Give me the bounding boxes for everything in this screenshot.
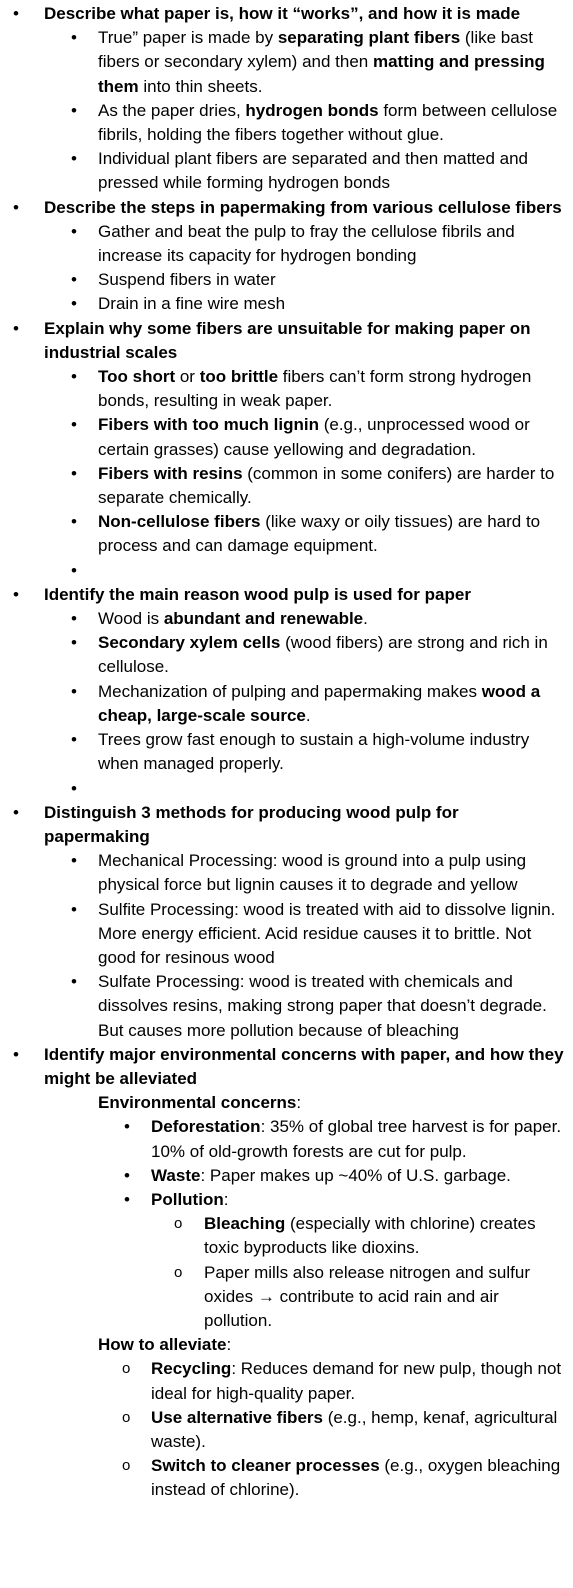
bold-text: Non-cellulose fibers [98, 512, 261, 532]
text-run: (like waxy or oily tissues) are hard to process and can damage equipment. [98, 512, 541, 556]
bold-text: Waste [151, 1165, 201, 1185]
heading-text: Describe the steps in papermaking from various cellulose fibers [44, 197, 562, 217]
list-item [0, 631, 573, 679]
list-item [0, 220, 573, 268]
text-run: True” paper is made by [98, 28, 278, 48]
bold-text: separating plant fibers [277, 28, 461, 48]
document [0, 2, 573, 1503]
section-heading [0, 317, 573, 365]
heading-text: Distinguish 3 methods for producing wood pulp for papermaking [44, 802, 459, 846]
text-run: form between cellulose fibrils, holding the fibers together without glue. [98, 100, 558, 145]
list-item [0, 268, 573, 292]
text-run: Drain in a fine wire mesh [98, 294, 286, 314]
text-run: or [175, 367, 200, 387]
bold-text: matting and pressing them [98, 52, 545, 96]
list-item [0, 147, 573, 195]
bold-text: Secondary xylem cells [98, 633, 281, 653]
text-run: As the paper dries, [98, 100, 246, 120]
heading-text: Identify major environmental concerns with paper, and how they might be alleviated [44, 1044, 564, 1088]
list-item [0, 898, 573, 971]
list-item [0, 777, 573, 801]
text-run: (common in some conifers) are harder to separate chemically. [98, 463, 555, 508]
alleviate-item [0, 1454, 573, 1502]
list-item [0, 510, 573, 558]
text-run: : [223, 1189, 229, 1209]
alleviate-label: How to alleviate [98, 1335, 227, 1355]
text-run: Sulfite Processing: wood is treated with aid to dissolve lignin. More energy efficient. Acid residue causes it to brittle. Not good for resinous wood [98, 899, 556, 967]
section-heading [0, 1043, 573, 1091]
text-run: (e.g., unprocessed wood or certain grasses) cause yellowing and degradation. [98, 415, 530, 459]
outline-sections [0, 2, 573, 1043]
heading-text: Explain why some fibers are unsuitable for making paper on industrial scales [44, 318, 531, 362]
list-item [0, 849, 573, 897]
text-run: Mechanical Processing: wood is ground into a pulp using physical force but lignin causes it to degrade and yellow [98, 851, 527, 895]
text-run: Paper mills also release nitrogen and sulfur oxides → contribute to acid rain and air pollution. [204, 1262, 531, 1330]
section-heading [0, 2, 573, 26]
text-run: . [363, 609, 368, 629]
concerns-label: Environmental concerns [98, 1093, 297, 1113]
list-item [0, 413, 573, 461]
text-run: fibers can’t form strong hydrogen bonds, resulting in weak paper. [98, 367, 532, 411]
list-item [0, 559, 573, 583]
bold-text: Recycling [151, 1359, 232, 1379]
text-run: Wood is [98, 609, 164, 629]
concern-item [0, 1115, 573, 1163]
section-heading [0, 801, 573, 849]
bold-text: Too short [98, 367, 176, 387]
bold-text: wood a cheap, large-scale source [98, 681, 541, 725]
list-item [0, 99, 573, 147]
bold-text: Deforestation [151, 1117, 261, 1137]
bold-text: Bleaching [204, 1214, 286, 1234]
text-run: (like bast fibers or secondary xylem) and then [98, 28, 533, 72]
text-run: Trees grow fast enough to sustain a high-volume industry when managed properly. [98, 730, 530, 774]
alleviate-heading: How to alleviate: [98, 1335, 232, 1355]
text-run: Sulfate Processing: wood is treated with chemicals and dissolves resins, making strong paper that doesn’t degrade. But causes more pollution because of bleaching [98, 972, 547, 1040]
environment-section [0, 1043, 573, 1503]
heading-text: Describe what paper is, how it “works”, and how it is made [44, 4, 521, 23]
section-heading [0, 583, 573, 607]
alleviate-item [0, 1406, 573, 1454]
text-run: Suspend fibers in water [98, 270, 276, 290]
bold-text: Pollution [151, 1189, 224, 1209]
list-item [0, 292, 573, 316]
text-run: Gather and beat the pulp to fray the cellulose fibrils and increase its capacity for hydrogen bonding [98, 221, 515, 266]
text-run: (wood fibers) are strong and rich in cellulose. [98, 633, 548, 677]
list-item [0, 462, 573, 510]
alleviate-item [0, 1357, 573, 1405]
heading-text: Identify the main reason wood pulp is used for paper [44, 584, 471, 604]
pollution-item [0, 1212, 573, 1260]
bold-text: Switch to cleaner processes [151, 1456, 380, 1476]
text-run: Mechanization of pulping and papermaking makes [98, 681, 482, 701]
text-run: (especially with chlorine) creates toxic byproducts like dioxins. [204, 1214, 536, 1258]
bold-text: too brittle [199, 367, 279, 387]
text-run: (e.g., hemp, kenaf, agricultural waste). [151, 1407, 558, 1451]
list-item [0, 728, 573, 776]
text-run: Individual plant fibers are separated and then matted and pressed while forming hydrogen bonds [98, 149, 529, 193]
text-run: : Reduces demand for new pulp, though not ideal for high-quality paper. [151, 1359, 562, 1403]
bold-text: Use alternative fibers [151, 1407, 323, 1427]
text-run: into thin sheets. [138, 76, 263, 96]
bold-text: Fibers with too much lignin [98, 415, 319, 435]
concern-item [0, 1188, 573, 1212]
bold-text: abundant and renewable [163, 609, 364, 629]
section-heading [0, 196, 573, 220]
bold-text: Fibers with resins [98, 463, 243, 483]
text-run: : 35% of global tree harvest is for paper. 10% of old-growth forests are cut for pulp. [151, 1117, 562, 1161]
text-run: (e.g., oxygen bleaching instead of chlorine). [151, 1456, 561, 1500]
list-item [0, 26, 573, 99]
pollution-item [0, 1261, 573, 1334]
text-run: . [305, 705, 311, 725]
list-item [0, 680, 573, 728]
concern-item [0, 1164, 573, 1188]
bold-text: hydrogen bonds [245, 100, 379, 120]
list-item [0, 365, 573, 413]
list-item [0, 607, 573, 631]
concerns-heading: Environmental concerns: [98, 1093, 302, 1113]
text-run: : Paper makes up ~40% of U.S. garbage. [200, 1165, 511, 1185]
list-item [0, 970, 573, 1043]
